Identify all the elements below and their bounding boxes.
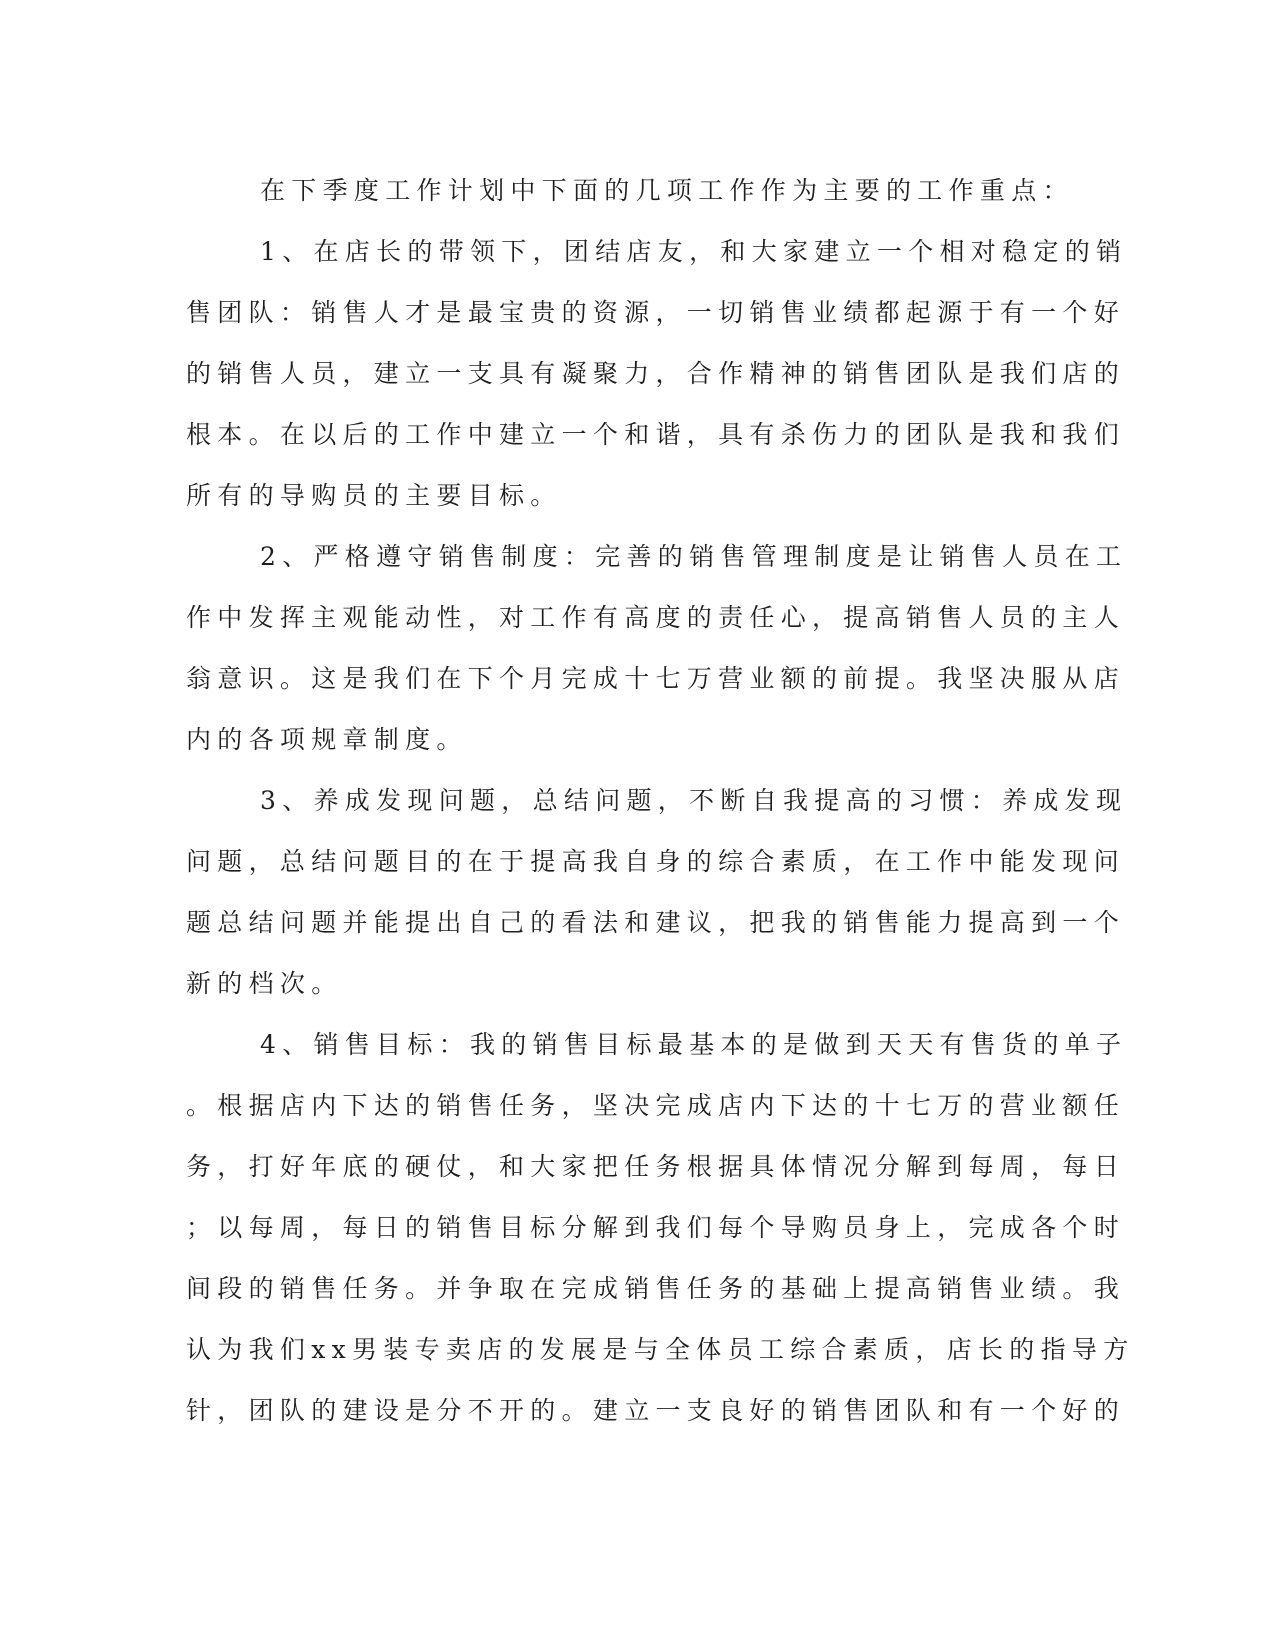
item-4-line-7: 针，团队的建设是分不开的。建立一支良好的销售团队和有一个好的 — [186, 1396, 1126, 1425]
item-1-line-1: 1、在店长的带领下，团结店友，和大家建立一个相对稳定的销 — [260, 237, 1128, 266]
item-4-line-2: 。根据店内下达的销售任务，坚决完成店内下达的十七万的营业额任 — [186, 1091, 1126, 1120]
item-2-line-1: 2、严格遵守销售制度：完善的销售管理制度是让销售人员在工 — [260, 542, 1128, 571]
intro-line: 在下季度工作计划中下面的几项工作作为主要的工作重点： — [260, 176, 1074, 205]
item-1-line-5: 所有的导购员的主要目标。 — [186, 481, 562, 510]
item-4-line-6: 认为我们xx男装专卖店的发展是与全体员工综合素质，店长的指导方 — [186, 1335, 1135, 1364]
item-1-line-4: 根本。在以后的工作中建立一个和谐，具有杀伤力的团队是我和我们 — [186, 420, 1126, 449]
item-3-line-4: 新的档次。 — [186, 969, 343, 998]
item-2-line-3: 翁意识。这是我们在下个月完成十七万营业额的前提。我坚决服从店 — [186, 664, 1126, 693]
item-4-line-3: 务，打好年底的硬仗，和大家把任务根据具体情况分解到每周，每日 — [186, 1152, 1126, 1181]
item-4-line-1: 4、销售目标：我的销售目标最基本的是做到天天有售货的单子 — [260, 1030, 1128, 1059]
item-1-line-3: 的销售人员，建立一支具有凝聚力，合作精神的销售团队是我们店的 — [186, 359, 1126, 388]
item-3-line-2: 问题，总结问题目的在于提高我自身的综合素质，在工作中能发现问 — [186, 847, 1126, 876]
item-4-line-4: ；以每周，每日的销售目标分解到我们每个导购员身上，完成各个时 — [186, 1213, 1126, 1242]
item-2-line-4: 内的各项规章制度。 — [186, 725, 468, 754]
item-1-line-2: 售团队：销售人才是最宝贵的资源，一切销售业绩都起源于有一个好 — [186, 298, 1126, 327]
item-4-line-5: 间段的销售任务。并争取在完成销售任务的基础上提高销售业绩。我 — [186, 1274, 1126, 1303]
document-body — [186, 160, 1135, 1441]
item-2-line-2: 作中发挥主观能动性，对工作有高度的责任心，提高销售人员的主人 — [186, 603, 1126, 632]
item-3-line-3: 题总结问题并能提出自己的看法和建议，把我的销售能力提高到一个 — [186, 908, 1126, 937]
item-3-line-1: 3、养成发现问题，总结问题，不断自我提高的习惯：养成发现 — [260, 786, 1128, 815]
